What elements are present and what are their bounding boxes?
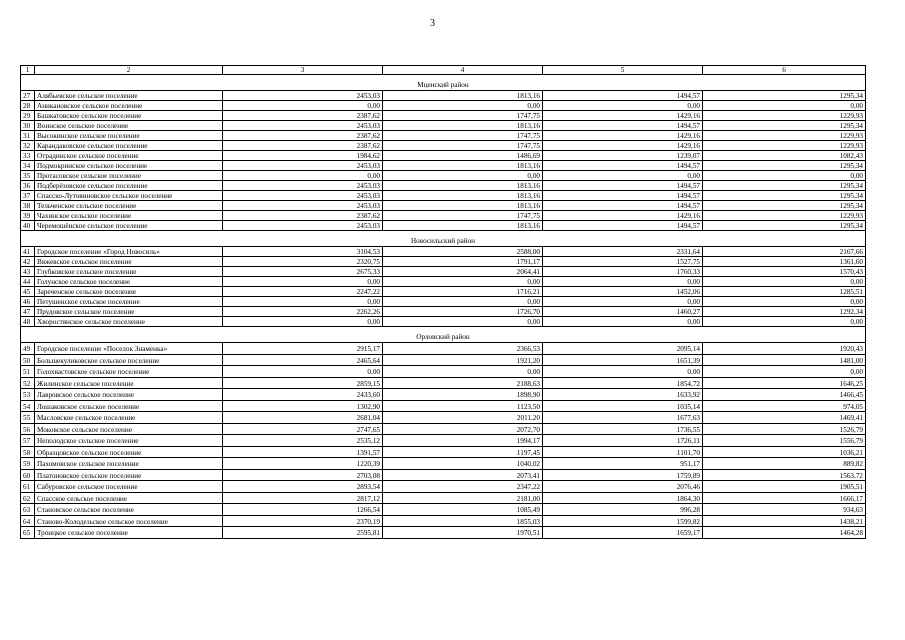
row-number: 28 <box>21 101 35 111</box>
settlement-name: Воинское сельское поселение <box>35 121 223 131</box>
settlement-name: Голохвастовское сельское поселение <box>35 366 223 378</box>
value-col-3: 2817,12 <box>223 492 383 504</box>
value-col-4: 1726,70 <box>383 307 543 317</box>
value-col-4: 2181,00 <box>383 492 543 504</box>
value-col-3: 2387,62 <box>223 211 383 221</box>
value-col-5: 1429,16 <box>543 141 703 151</box>
settlement-name: Лавровское сельское поселение <box>35 389 223 401</box>
value-col-3: 2247,22 <box>223 287 383 297</box>
value-col-6: 1920,43 <box>703 343 866 355</box>
settlement-name: Алябьевское сельское поселение <box>35 91 223 101</box>
value-col-6: 0,00 <box>703 366 866 378</box>
value-col-3: 0,00 <box>223 297 383 307</box>
row-number: 52 <box>21 377 35 389</box>
value-col-5: 1854,72 <box>543 377 703 389</box>
value-col-4: 1813,16 <box>383 121 543 131</box>
value-col-4: 0,00 <box>383 366 543 378</box>
row-number: 30 <box>21 121 35 131</box>
value-col-4: 1970,51 <box>383 527 543 539</box>
settlement-name: Неполодское сельское поселение <box>35 435 223 447</box>
value-col-4: 0,00 <box>383 101 543 111</box>
table-row <box>21 111 866 121</box>
value-col-4: 1197,45 <box>383 446 543 458</box>
value-col-4: 1085,49 <box>383 504 543 516</box>
row-number: 60 <box>21 469 35 481</box>
row-number: 38 <box>21 201 35 211</box>
value-col-3: 0,00 <box>223 366 383 378</box>
table-row <box>21 171 866 181</box>
value-col-3: 2370,19 <box>223 515 383 527</box>
table-row <box>21 504 866 516</box>
row-number: 50 <box>21 354 35 366</box>
value-col-5: 0,00 <box>543 101 703 111</box>
header-cell: 4 <box>383 66 543 75</box>
value-col-4: 1747,75 <box>383 131 543 141</box>
value-col-4: 2366,53 <box>383 343 543 355</box>
table-row <box>21 277 866 287</box>
row-number: 37 <box>21 191 35 201</box>
settlement-name: Хворостянское сельское поселение <box>35 317 223 327</box>
table-row <box>21 91 866 101</box>
value-col-3: 2595,81 <box>223 527 383 539</box>
row-number: 45 <box>21 287 35 297</box>
row-number: 34 <box>21 161 35 171</box>
value-col-6: 1292,34 <box>703 307 866 317</box>
row-number: 40 <box>21 221 35 231</box>
row-number: 56 <box>21 423 35 435</box>
row-number: 35 <box>21 171 35 181</box>
row-number: 53 <box>21 389 35 401</box>
settlement-name: Тельченское сельское поселение <box>35 201 223 211</box>
value-col-5: 1759,89 <box>543 469 703 481</box>
value-col-4: 1921,20 <box>383 354 543 366</box>
value-col-3: 2387,62 <box>223 111 383 121</box>
value-col-5: 1429,16 <box>543 111 703 121</box>
value-col-4: 0,00 <box>383 171 543 181</box>
table-row <box>21 366 866 378</box>
value-col-4: 1747,75 <box>383 111 543 121</box>
table-row <box>21 121 866 131</box>
value-col-4: 2588,00 <box>383 247 543 257</box>
settlement-name: Жилинское сельское поселение <box>35 377 223 389</box>
value-col-6: 1466,45 <box>703 389 866 401</box>
value-col-3: 2675,33 <box>223 267 383 277</box>
table-row <box>21 527 866 539</box>
value-col-3: 2320,75 <box>223 257 383 267</box>
header-cell: 2 <box>35 66 223 75</box>
value-col-6: 1036,21 <box>703 446 866 458</box>
district-title: Орловский район <box>21 327 866 343</box>
page-number: 3 <box>430 18 435 29</box>
value-col-3: 2387,62 <box>223 141 383 151</box>
data-table <box>20 65 866 539</box>
value-col-3: 0,00 <box>223 317 383 327</box>
table-row <box>21 257 866 267</box>
value-col-5: 1035,14 <box>543 400 703 412</box>
value-col-5: 0,00 <box>543 277 703 287</box>
value-col-6: 1229,93 <box>703 131 866 141</box>
table-row <box>21 389 866 401</box>
row-number: 29 <box>21 111 35 121</box>
value-col-5: 951,17 <box>543 458 703 470</box>
settlement-name: Образцовское сельское поселение <box>35 446 223 458</box>
table-row <box>21 481 866 493</box>
settlement-name: Сабуровское сельское поселение <box>35 481 223 493</box>
value-col-5: 0,00 <box>543 297 703 307</box>
value-col-4: 1855,03 <box>383 515 543 527</box>
value-col-5: 0,00 <box>543 366 703 378</box>
value-col-4: 0,00 <box>383 317 543 327</box>
value-col-5: 1494,57 <box>543 191 703 201</box>
row-number: 32 <box>21 141 35 151</box>
value-col-4: 1716,21 <box>383 287 543 297</box>
value-col-6: 1295,34 <box>703 221 866 231</box>
table-row <box>21 446 866 458</box>
value-col-6: 1526,79 <box>703 423 866 435</box>
value-col-6: 974,05 <box>703 400 866 412</box>
value-col-3: 2262,26 <box>223 307 383 317</box>
settlement-name: Пахомовское сельское поселение <box>35 458 223 470</box>
settlement-name: Масловское сельское поселение <box>35 412 223 424</box>
value-col-3: 2703,08 <box>223 469 383 481</box>
value-col-6: 0,00 <box>703 101 866 111</box>
table-row <box>21 423 866 435</box>
value-col-6: 1361,60 <box>703 257 866 267</box>
row-number: 49 <box>21 343 35 355</box>
value-col-6: 0,00 <box>703 277 866 287</box>
value-col-6: 0,00 <box>703 297 866 307</box>
table-row <box>21 161 866 171</box>
settlement-name: Отрадинское сельское поселение <box>35 151 223 161</box>
district-title: Новосильский район <box>21 231 866 247</box>
value-col-3: 2453,03 <box>223 121 383 131</box>
value-col-3: 1302,90 <box>223 400 383 412</box>
table-row <box>21 297 866 307</box>
value-col-5: 2076,46 <box>543 481 703 493</box>
value-col-4: 2011,20 <box>383 412 543 424</box>
value-col-6: 1229,93 <box>703 111 866 121</box>
row-number: 48 <box>21 317 35 327</box>
value-col-6: 1229,93 <box>703 141 866 151</box>
table-row <box>21 317 866 327</box>
value-col-3: 2747,65 <box>223 423 383 435</box>
value-col-5: 1494,57 <box>543 91 703 101</box>
table-row <box>21 221 866 231</box>
value-col-6: 1295,34 <box>703 91 866 101</box>
district-section-header <box>21 327 866 343</box>
table-row <box>21 377 866 389</box>
settlement-name: Станово-Колодезьское сельское поселение <box>35 515 223 527</box>
value-col-6: 1666,17 <box>703 492 866 504</box>
table-row <box>21 469 866 481</box>
settlement-name: Городское поселение «Город Новосиль» <box>35 247 223 257</box>
value-col-4: 1813,16 <box>383 221 543 231</box>
row-number: 64 <box>21 515 35 527</box>
settlement-name: Протасовское сельское поселение <box>35 171 223 181</box>
value-col-5: 1494,57 <box>543 221 703 231</box>
row-number: 54 <box>21 400 35 412</box>
settlement-name: Прудовское сельское поселение <box>35 307 223 317</box>
value-col-4: 1813,16 <box>383 201 543 211</box>
row-number: 62 <box>21 492 35 504</box>
value-col-6: 1295,34 <box>703 181 866 191</box>
value-col-4: 1486,69 <box>383 151 543 161</box>
value-col-6: 1469,41 <box>703 412 866 424</box>
header-cell: 3 <box>223 66 383 75</box>
value-col-4: 1813,16 <box>383 181 543 191</box>
value-col-3: 2453,03 <box>223 91 383 101</box>
value-col-3: 2453,03 <box>223 191 383 201</box>
value-col-6: 1295,34 <box>703 161 866 171</box>
value-col-5: 1239,07 <box>543 151 703 161</box>
settlement-name: Башкатовское сельское поселение <box>35 111 223 121</box>
value-col-5: 1599,82 <box>543 515 703 527</box>
value-col-6: 0,00 <box>703 171 866 181</box>
value-col-4: 0,00 <box>383 277 543 287</box>
value-col-5: 1760,33 <box>543 267 703 277</box>
value-col-3: 0,00 <box>223 277 383 287</box>
value-col-4: 1813,16 <box>383 91 543 101</box>
value-col-5: 1633,92 <box>543 389 703 401</box>
settlement-name: Чахинское сельское поселение <box>35 211 223 221</box>
settlement-name: Карандаковское сельское поселение <box>35 141 223 151</box>
table-row <box>21 131 866 141</box>
row-number: 59 <box>21 458 35 470</box>
value-col-3: 1984,62 <box>223 151 383 161</box>
row-number: 63 <box>21 504 35 516</box>
row-number: 39 <box>21 211 35 221</box>
table-row <box>21 400 866 412</box>
value-col-5: 1494,57 <box>543 161 703 171</box>
value-col-4: 1898,90 <box>383 389 543 401</box>
value-col-6: 889,82 <box>703 458 866 470</box>
value-col-3: 1266,54 <box>223 504 383 516</box>
table-row <box>21 354 866 366</box>
table-row <box>21 151 866 161</box>
settlement-name: Лошаковское сельское поселение <box>35 400 223 412</box>
row-number: 41 <box>21 247 35 257</box>
table-row <box>21 181 866 191</box>
table-row <box>21 191 866 201</box>
value-col-5: 1452,06 <box>543 287 703 297</box>
table-row <box>21 458 866 470</box>
settlement-name: Глубковское сельское поселение <box>35 267 223 277</box>
value-col-6: 1229,93 <box>703 211 866 221</box>
settlement-name: Аникановское сельское поселение <box>35 101 223 111</box>
value-col-5: 1460,27 <box>543 307 703 317</box>
value-col-5: 0,00 <box>543 317 703 327</box>
value-col-6: 2167,66 <box>703 247 866 257</box>
row-number: 57 <box>21 435 35 447</box>
table-row <box>21 267 866 277</box>
settlement-name: Большекуликовское сельское поселение <box>35 354 223 366</box>
value-col-5: 1429,16 <box>543 211 703 221</box>
settlement-name: Платоновское сельское поселение <box>35 469 223 481</box>
table-row <box>21 515 866 527</box>
row-number: 65 <box>21 527 35 539</box>
header-cell: 5 <box>543 66 703 75</box>
value-col-3: 1391,57 <box>223 446 383 458</box>
value-col-5: 1429,16 <box>543 131 703 141</box>
value-col-5: 1527,75 <box>543 257 703 267</box>
table-row <box>21 141 866 151</box>
settlement-name: Городское поселение «Поселок Знаменка» <box>35 343 223 355</box>
value-col-3: 2453,03 <box>223 181 383 191</box>
row-number: 36 <box>21 181 35 191</box>
value-col-4: 0,00 <box>383 297 543 307</box>
district-section-header <box>21 231 866 247</box>
row-number: 33 <box>21 151 35 161</box>
settlement-name: Становское сельское поселение <box>35 504 223 516</box>
value-col-5: 996,28 <box>543 504 703 516</box>
row-number: 51 <box>21 366 35 378</box>
value-col-5: 1864,30 <box>543 492 703 504</box>
value-col-5: 1736,55 <box>543 423 703 435</box>
value-col-6: 1295,34 <box>703 201 866 211</box>
column-number-header <box>21 66 866 75</box>
table-body <box>21 66 866 539</box>
value-col-3: 2453,03 <box>223 161 383 171</box>
value-col-5: 1651,39 <box>543 354 703 366</box>
table-row <box>21 492 866 504</box>
value-col-3: 0,00 <box>223 101 383 111</box>
value-col-4: 1994,17 <box>383 435 543 447</box>
settlement-name: Моковское сельское поселение <box>35 423 223 435</box>
table-row <box>21 412 866 424</box>
value-col-3: 2453,03 <box>223 201 383 211</box>
value-col-6: 1438,21 <box>703 515 866 527</box>
value-col-6: 1481,00 <box>703 354 866 366</box>
value-col-3: 3104,53 <box>223 247 383 257</box>
value-col-6: 1082,43 <box>703 151 866 161</box>
settlement-name: Голунское сельское поселение <box>35 277 223 287</box>
table-row <box>21 343 866 355</box>
value-col-6: 1570,43 <box>703 267 866 277</box>
table-row <box>21 435 866 447</box>
table-row <box>21 287 866 297</box>
settlement-name: Троицкое сельское поселение <box>35 527 223 539</box>
row-number: 27 <box>21 91 35 101</box>
value-col-3: 2433,60 <box>223 389 383 401</box>
row-number: 44 <box>21 277 35 287</box>
value-col-4: 1123,50 <box>383 400 543 412</box>
value-col-3: 2681,04 <box>223 412 383 424</box>
value-col-5: 1494,57 <box>543 201 703 211</box>
value-col-3: 2453,03 <box>223 221 383 231</box>
value-col-3: 2893,54 <box>223 481 383 493</box>
value-col-5: 2331,64 <box>543 247 703 257</box>
value-col-4: 2064,41 <box>383 267 543 277</box>
value-col-6: 1646,25 <box>703 377 866 389</box>
settlement-name: Спасско-Лутовиновское сельское поселение <box>35 191 223 201</box>
value-col-3: 2859,15 <box>223 377 383 389</box>
row-number: 46 <box>21 297 35 307</box>
row-number: 61 <box>21 481 35 493</box>
value-col-4: 1813,16 <box>383 191 543 201</box>
district-section-header <box>21 75 866 91</box>
value-col-4: 2188,63 <box>383 377 543 389</box>
value-col-5: 1494,57 <box>543 121 703 131</box>
value-col-4: 1747,75 <box>383 211 543 221</box>
value-col-6: 934,63 <box>703 504 866 516</box>
settlement-name: Подмокринское сельское поселение <box>35 161 223 171</box>
settlement-name: Вяжевское сельское поселение <box>35 257 223 267</box>
value-col-4: 1791,17 <box>383 257 543 267</box>
table-row <box>21 307 866 317</box>
table-row <box>21 101 866 111</box>
value-col-6: 0,00 <box>703 317 866 327</box>
value-col-4: 1040,02 <box>383 458 543 470</box>
header-cell: 1 <box>21 66 35 75</box>
table-row <box>21 201 866 211</box>
value-col-4: 2073,41 <box>383 469 543 481</box>
value-col-4: 2347,22 <box>383 481 543 493</box>
row-number: 58 <box>21 446 35 458</box>
value-col-5: 1494,57 <box>543 181 703 191</box>
value-col-5: 1659,17 <box>543 527 703 539</box>
value-col-3: 2915,17 <box>223 343 383 355</box>
value-col-5: 1101,70 <box>543 446 703 458</box>
value-col-6: 1905,51 <box>703 481 866 493</box>
settlement-name: Черемошёнское сельское поселение <box>35 221 223 231</box>
value-col-5: 1726,11 <box>543 435 703 447</box>
value-col-4: 1747,75 <box>383 141 543 151</box>
row-number: 43 <box>21 267 35 277</box>
value-col-6: 1285,51 <box>703 287 866 297</box>
value-col-4: 2072,70 <box>383 423 543 435</box>
table-row <box>21 211 866 221</box>
table-row <box>21 247 866 257</box>
settlement-name: Высокинское сельское поселение <box>35 131 223 141</box>
value-col-3: 2387,62 <box>223 131 383 141</box>
row-number: 31 <box>21 131 35 141</box>
settlement-name: Подберёзовское сельское поселение <box>35 181 223 191</box>
header-cell: 6 <box>703 66 866 75</box>
value-col-6: 1563,72 <box>703 469 866 481</box>
settlement-name: Петушенское сельское поселение <box>35 297 223 307</box>
value-col-6: 1295,34 <box>703 191 866 201</box>
district-title: Мценский район <box>21 75 866 91</box>
value-col-6: 1556,79 <box>703 435 866 447</box>
value-col-5: 1677,63 <box>543 412 703 424</box>
settlement-name: Зареченское сельское поселение <box>35 287 223 297</box>
value-col-3: 2535,12 <box>223 435 383 447</box>
row-number: 55 <box>21 412 35 424</box>
settlement-name: Спасское сельское поселение <box>35 492 223 504</box>
row-number: 42 <box>21 257 35 267</box>
value-col-3: 1220,39 <box>223 458 383 470</box>
value-col-3: 2465,64 <box>223 354 383 366</box>
value-col-5: 2095,14 <box>543 343 703 355</box>
value-col-6: 1464,28 <box>703 527 866 539</box>
value-col-3: 0,00 <box>223 171 383 181</box>
value-col-6: 1295,34 <box>703 121 866 131</box>
row-number: 47 <box>21 307 35 317</box>
value-col-5: 0,00 <box>543 171 703 181</box>
value-col-4: 1813,16 <box>383 161 543 171</box>
